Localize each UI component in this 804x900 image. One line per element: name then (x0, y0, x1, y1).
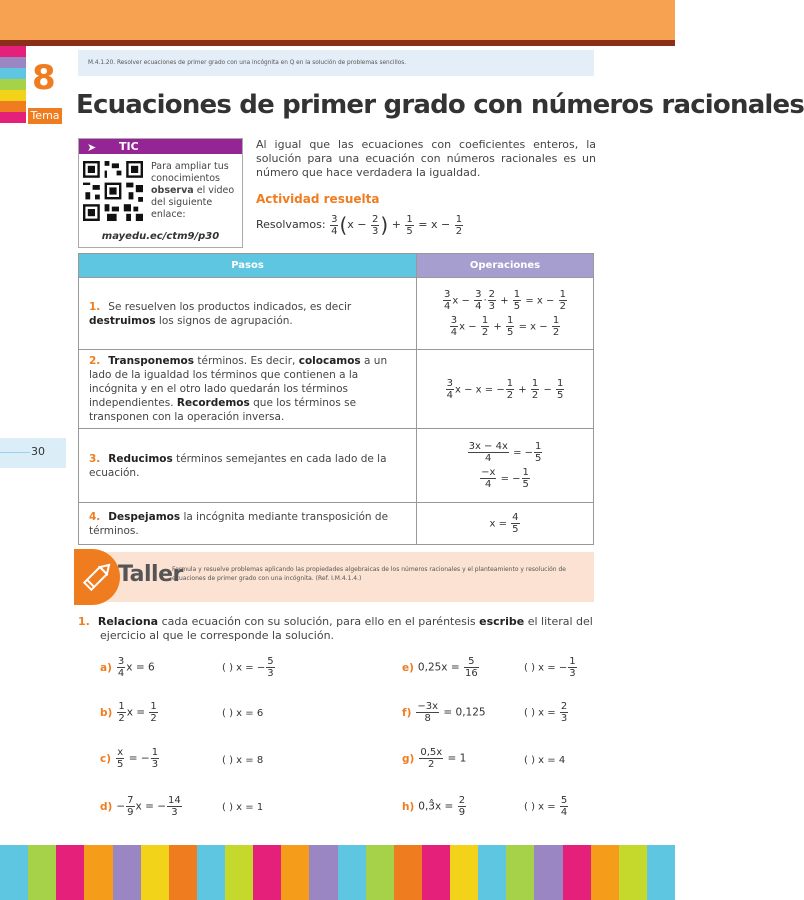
bottom-stripe (141, 845, 169, 900)
answer-slot-c[interactable]: ( ) x = 8 (222, 755, 264, 766)
side-stripes (0, 46, 26, 124)
exercise-item-e: e) 0,25x = $\frac{5}{16}$ (402, 656, 478, 679)
col-operaciones: Operaciones (417, 254, 594, 278)
tic-label: TIC (119, 140, 139, 153)
answer-slot-f[interactable]: ( ) x = $\frac{2}{3}$ (524, 701, 568, 724)
step-text: 3. Reducimos términos semejantes en cada lado de la ecuación. (79, 429, 417, 503)
col-pasos: Pasos (79, 254, 417, 278)
step-operation (417, 350, 594, 429)
steps-table (78, 253, 594, 545)
tema-label: Tema (28, 108, 62, 124)
send-arrow-icon: ➤ (87, 141, 97, 154)
page-title: Ecuaciones de primer grado con números racionales (76, 90, 804, 120)
bottom-stripe (647, 845, 675, 900)
bottom-stripe (225, 845, 253, 900)
paren-open: ( (339, 213, 348, 237)
activity-equation: Resolvamos: $\frac{3}{4}$ (x − $\frac{2}{3}$ ) + $\frac{1}{5}$ = x − $\frac{1}{2}$ (256, 213, 463, 237)
step-operation (417, 278, 594, 350)
top-line (0, 40, 675, 46)
answer-slot-d[interactable]: ( ) x = 1 (222, 802, 264, 813)
paren-close: ) (380, 213, 389, 237)
pencil-icon (74, 549, 120, 605)
tic-text-2: el video del siguiente enlace: (151, 185, 235, 220)
answer-slot-h[interactable]: ( ) x = $\frac{5}{4}$ (524, 795, 568, 818)
page-number-line (0, 452, 30, 453)
exercise-1-instructions: 1. Relaciona cada ecuación con su solución, para ello en el paréntesis escribe el literal del ejercicio al que le corresponde la solución. (78, 615, 593, 642)
bottom-stripe (450, 845, 478, 900)
bottom-stripe (338, 845, 366, 900)
tic-box (78, 138, 243, 248)
bottom-stripe (197, 845, 225, 900)
table-header-row (79, 254, 594, 278)
bottom-stripe (478, 845, 506, 900)
exercise-item-b: b) $\frac{1}{2}$ x = $\frac{1}{2}$ (100, 701, 157, 724)
fraction: $\frac{2}{3}$ (372, 213, 379, 237)
bottom-stripe (281, 845, 309, 900)
fraction: $\frac{3}{4}$ (331, 213, 338, 237)
bottom-stripe (56, 845, 84, 900)
bottom-stripe (28, 845, 56, 900)
exercise-item-d: d) − $\frac{7}{9}$ x = − $\frac{14}{3}$ (100, 795, 181, 818)
bottom-stripe (309, 845, 337, 900)
tic-text-1: Para ampliar tus conocimientos (151, 161, 229, 184)
qr-code-icon[interactable] (83, 161, 143, 221)
standard-code: M.4.1.20. Resolver ecuaciones de primer grado con una incógnita en Q en la solución de problemas sencillos. (78, 50, 594, 76)
equation-line: $\frac{3}{4}$ x − $\frac{1}{2}$ + $\frac{1}{5}$ = x − $\frac{1}{2}$ (450, 315, 560, 338)
fraction: $\frac{1}{5}$ (406, 213, 413, 237)
step-text: 1. Se resuelven los productos indicados, es decir destruimos los signos de agrupación. (79, 278, 417, 350)
answer-slot-b[interactable]: ( ) x = 6 (222, 708, 264, 719)
exercise-item-a: a) $\frac{3}{4}$ x = 6 (100, 656, 155, 679)
bottom-stripe (591, 845, 619, 900)
equation-line: $\frac{3}{4}$ x − x = − $\frac{1}{2}$ + $\frac{1}{2}$ − $\frac{1}{5}$ (446, 377, 564, 401)
fraction: $\frac{1}{2}$ (455, 213, 463, 237)
equation-line: $\frac{3x - 4x}{4}$ = − $\frac{1}{5}$ (468, 441, 542, 464)
intro-paragraph: Al igual que las ecuaciones con coeficientes enteros, la solución para una ecuación con números racionales es un número que hace verdadera la igualdad. (256, 138, 596, 179)
tic-url-link[interactable]: mayedu.ec/ctm9/p30 (101, 231, 220, 242)
bottom-stripe (169, 845, 197, 900)
top-band (0, 0, 675, 40)
bottom-stripe (534, 845, 562, 900)
bottom-stripe (113, 845, 141, 900)
step-operation (417, 503, 594, 545)
bottom-stripe (619, 845, 647, 900)
page-number: 30 (31, 445, 45, 458)
table-row (79, 503, 594, 545)
exercise-item-c: c) $\frac{x}{5}$ = − $\frac{1}{3}$ (100, 747, 159, 770)
equation-line: $\frac{-x}{4}$ = − $\frac{1}{5}$ (481, 467, 529, 490)
exercise-item-h: h) 0,3̂x = $\frac{2}{9}$ (402, 795, 466, 818)
tic-header (79, 139, 242, 154)
answer-slot-g[interactable]: ( ) x = 4 (524, 755, 566, 766)
bottom-stripe (366, 845, 394, 900)
taller-label: Taller (118, 562, 183, 587)
answer-slot-a[interactable]: ( ) x = − $\frac{5}{3}$ (222, 656, 274, 679)
activity-title: Actividad resuelta (256, 192, 380, 206)
tema-number: 8 (32, 58, 56, 98)
tic-text-bold: observa (151, 185, 194, 196)
tic-description (151, 161, 243, 221)
exercise-item-g: g) $\frac{0,5x}{2}$ = 1 (402, 747, 467, 770)
table-row (79, 350, 594, 429)
bottom-stripe (253, 845, 281, 900)
bottom-stripe (422, 845, 450, 900)
table-row (79, 278, 594, 350)
bottom-stripes (0, 845, 675, 900)
bottom-stripe (394, 845, 422, 900)
step-text: 2. Transponemos términos. Es decir, colocamos a un lado de la igualdad los términos que contienen a la incógnita y en el otro lado quedarán los términos independientes. Recordemos que los términos se transponen con la operación inversa. (79, 350, 417, 429)
bottom-stripe (506, 845, 534, 900)
equation-line: x = $\frac{4}{5}$ (489, 512, 519, 535)
equation-line: $\frac{3}{4}$ x − $\frac{3}{4}$ · $\frac{2}{3}$ + $\frac{1}{5}$ = x − $\frac{1}{2}$ (444, 289, 566, 312)
bottom-stripe (0, 845, 28, 900)
taller-description: Formula y resuelve problemas aplicando las propiedades algebraicas de los números racionales y el planteamiento y resolución de ecuaciones de primer grado con una incógnita. (Ref. I.M.4.1.4.) (172, 566, 567, 582)
exercise-item-f: f) $\frac{-3x}{8}$ = 0,125 (402, 701, 486, 724)
answer-slot-e[interactable]: ( ) x = − $\frac{1}{3}$ (524, 656, 576, 679)
bottom-stripe (563, 845, 591, 900)
resolvamos-label: Resolvamos: (256, 218, 326, 231)
bottom-stripe (84, 845, 112, 900)
step-text: 4. Despejamos la incógnita mediante transposición de términos. (79, 503, 417, 545)
step-operation (417, 429, 594, 503)
table-row (79, 429, 594, 503)
